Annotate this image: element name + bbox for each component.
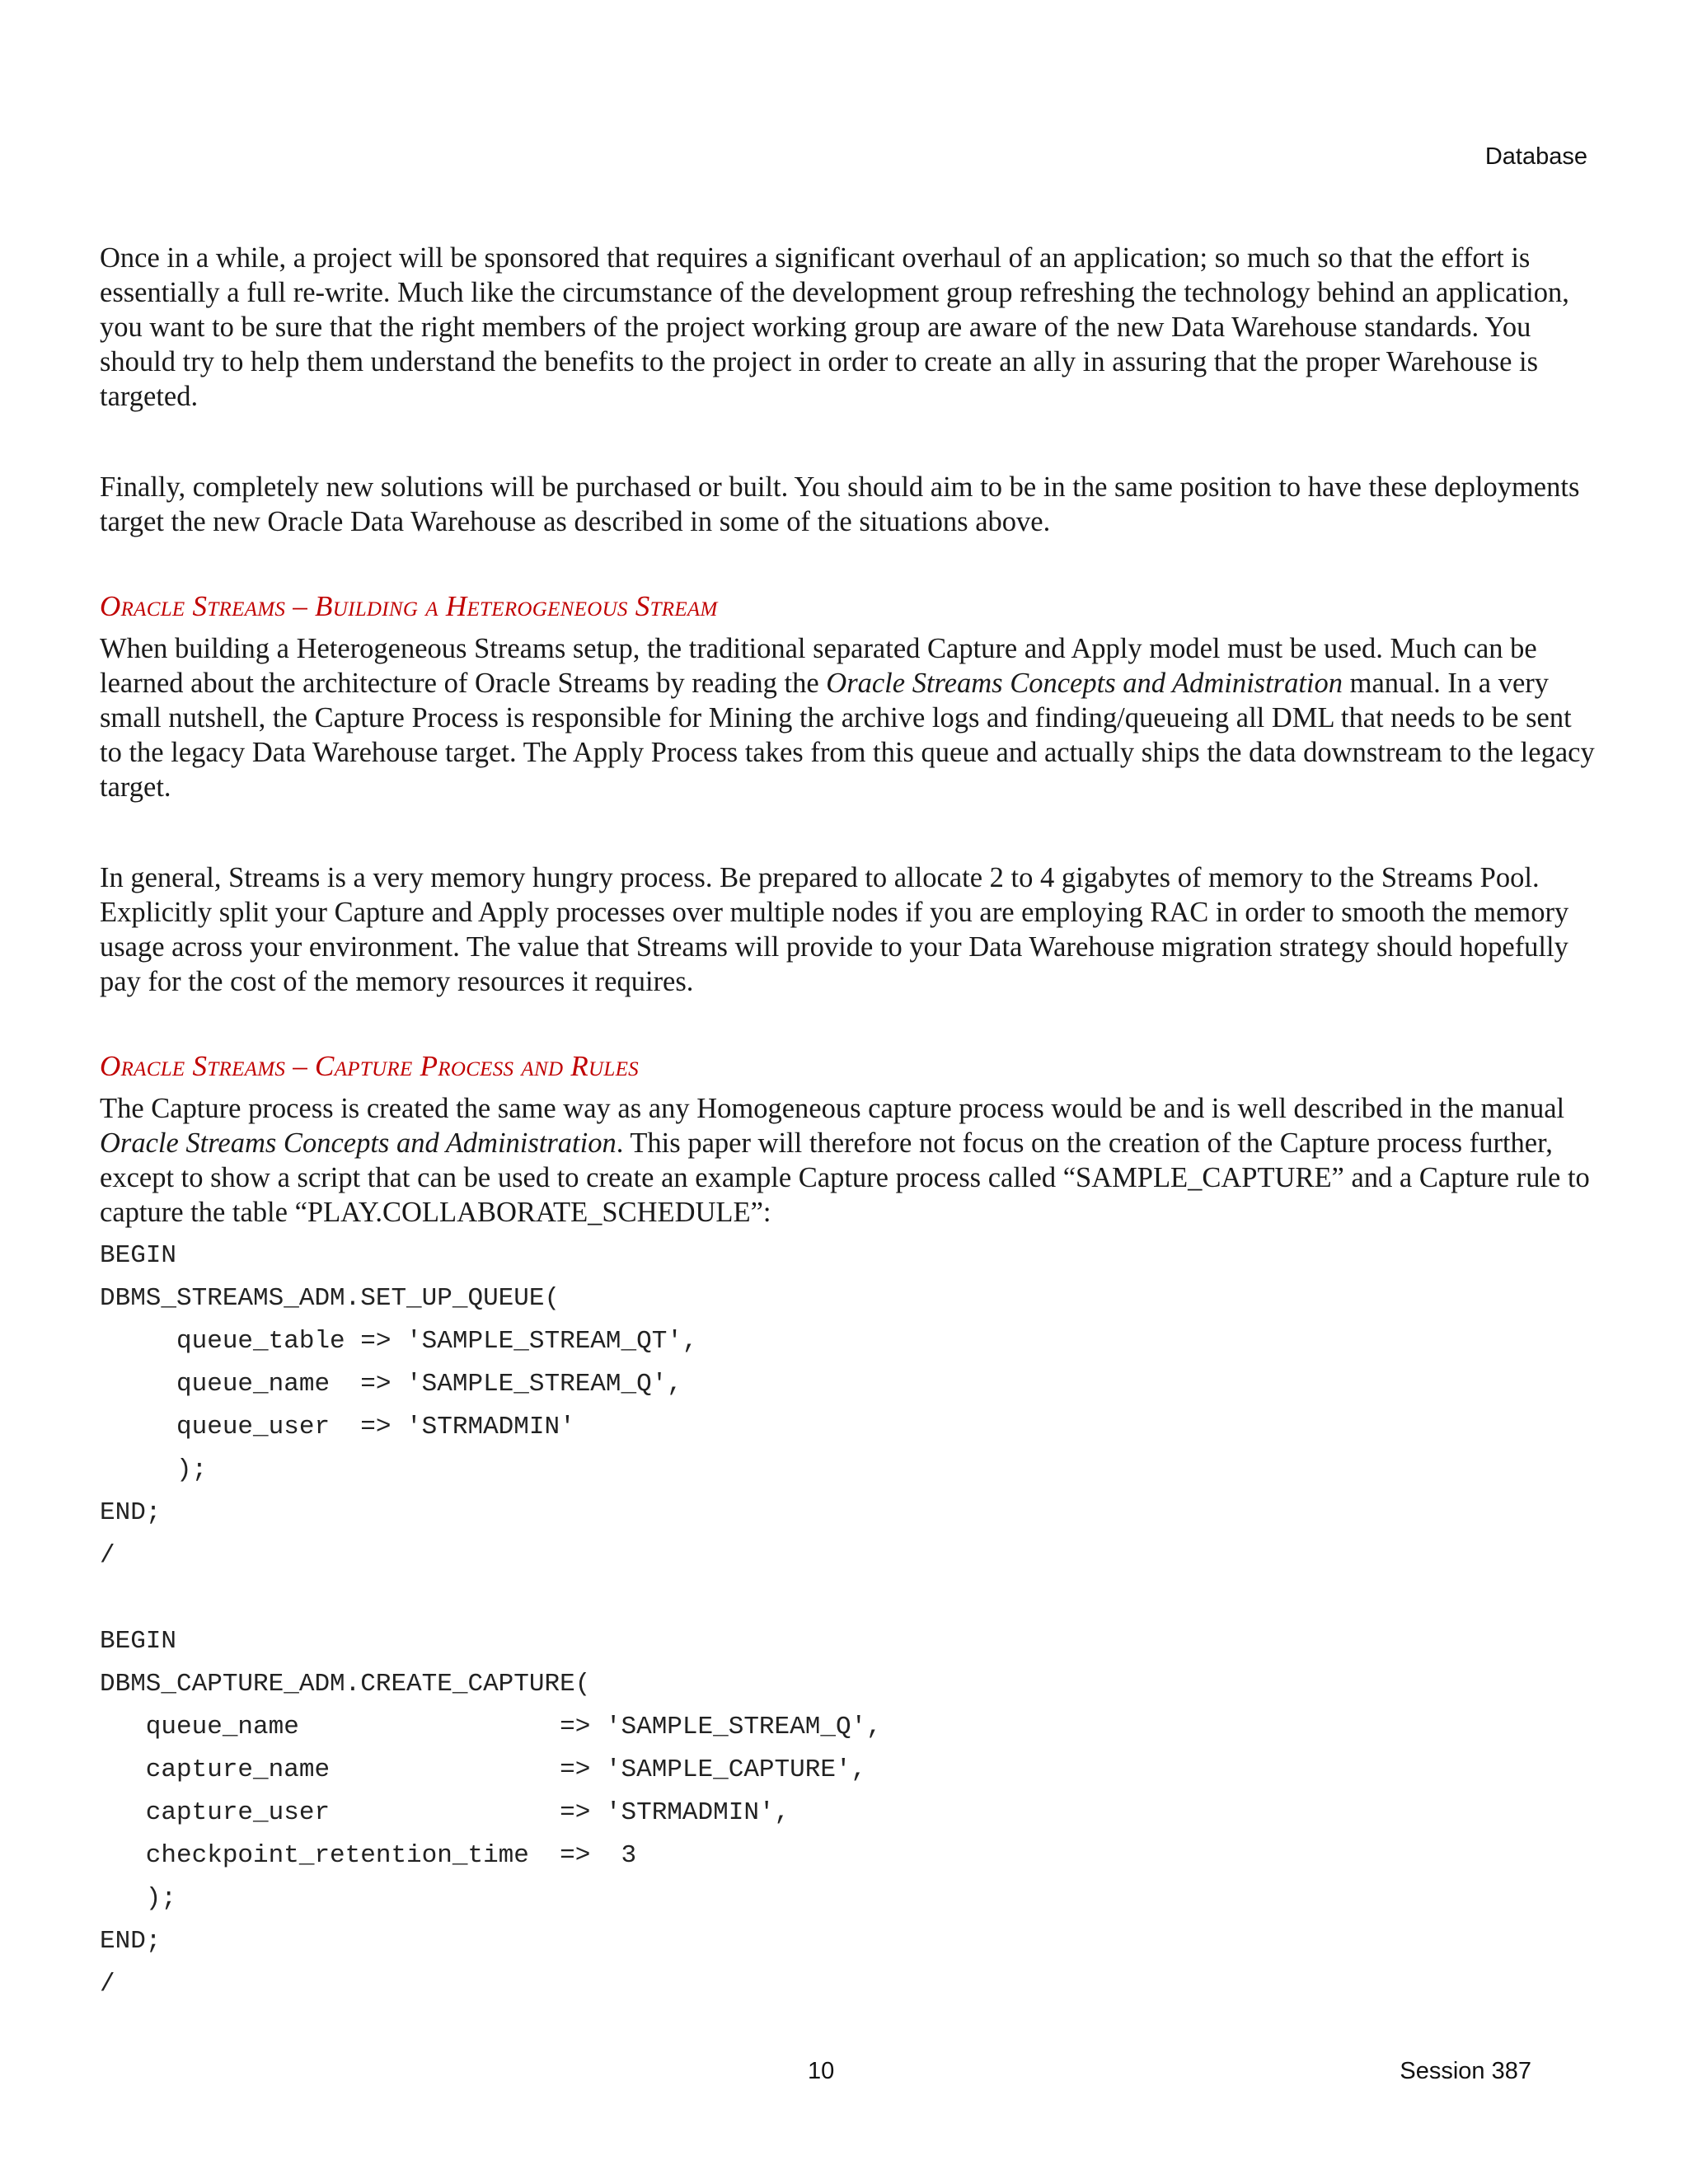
spacer (100, 1577, 1596, 1620)
paragraph-memory: In general, Streams is a very memory hungry process. Be prepared to allocate 2 to 4 gigabytes of memory to the Streams Pool. Explicitly split your Capture and Apply processes over multiple nodes if you are employing RAC in order to smooth the memory usage across your environment. The value that Streams will provide to your Data Warehouse migration strategy should hopefully pay for the cost of the memory resources it requires. (100, 862, 1569, 997)
manual-title: Oracle Streams Concepts and Administration (100, 1127, 617, 1159)
manual-title: Oracle Streams Concepts and Administration (826, 668, 1343, 699)
paragraph-capture-process (100, 1091, 1596, 1230)
section-heading-heterogeneous-stream: Oracle Streams – Building a Heterogeneous Stream (100, 590, 718, 622)
code-block-create-capture: BEGIN DBMS_CAPTURE_ADM.CREATE_CAPTURE( queue_name => 'SAMPLE_STREAM_Q', capture_name => 'SAMPLE_CAPTURE', capture_user => 'STRMADMIN', checkpoint_retention_time => 3 ); END; / (100, 1627, 882, 1999)
text-span: . This paper will therefore not focus on the creation of the Capture process further, except to show a script that can be used to create an example Capture process called “SAMPLE_CAPTURE” and a Capture rule to capture the table “PLAY.COLLABORATE_SCHEDULE”: (100, 1127, 1590, 1228)
text-span: When building a Heterogeneous Streams setup, the traditional separated Capture and Apply model must be used. Much can be learned about the architecture of Oracle Streams by reading the (100, 633, 1537, 699)
text-span: The Capture process is created the same way as any Homogeneous capture process would be and is well described in the manual (100, 1093, 1565, 1124)
session-label: Session 387 (1400, 2058, 1531, 2084)
document-body (100, 241, 1596, 2006)
section-heading-capture-process: Oracle Streams – Capture Process and Rules (100, 1050, 639, 1082)
code-block-setup-queue: BEGIN DBMS_STREAMS_ADM.SET_UP_QUEUE( queue_table => 'SAMPLE_STREAM_QT', queue_name => 'SAMPLE_STREAM_Q', queue_user => 'STRMADMIN' ); END; / (100, 1241, 698, 1570)
text-span: manual. In a very small nutshell, the Capture Process is responsible for Mining the archive logs and finding/queueing all DML that needs to be sent to the legacy Data Warehouse target. The Apply Process takes from this queue and actually ships the data downstream to the legacy target. (100, 668, 1595, 803)
page-header-label: Database (1484, 143, 1587, 170)
page-number: 10 (808, 2058, 835, 2084)
paragraph-rewrite: Once in a while, a project will be sponsored that requires a significant overhaul of an application; so much so that the effort is essentially a full re-write. Much like the circumstance of the development group refreshing the technology behind an application, you want to be sure that the right members of the project working group are aware of the new Data Warehouse standards. You should try to help them understand the benefits to the project in order to create an ally in assuring that the proper Warehouse is targeted. (100, 242, 1569, 412)
paragraph-heterogeneous-setup (100, 631, 1596, 804)
paragraph-new-solutions: Finally, completely new solutions will be purchased or built. You should aim to be in the same position to have these deployments target the new Oracle Data Warehouse as described in some of the situations above. (100, 471, 1580, 537)
